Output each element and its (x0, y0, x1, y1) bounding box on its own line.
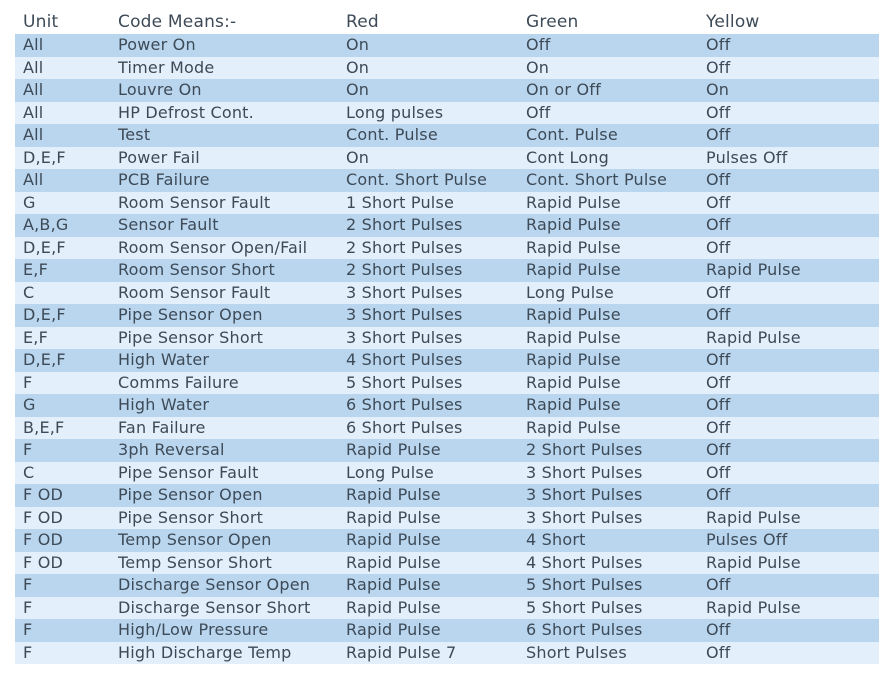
cell-red: Rapid Pulse (338, 529, 518, 552)
table-row (15, 259, 879, 282)
cell-code-means: Discharge Sensor Short (110, 597, 338, 620)
table-row (15, 529, 879, 552)
cell-unit: C (15, 282, 110, 305)
cell-code-means: Pipe Sensor Short (110, 507, 338, 530)
cell-yellow: Off (698, 484, 879, 507)
cell-red: 2 Short Pulses (338, 214, 518, 237)
cell-unit: D,E,F (15, 147, 110, 170)
cell-unit: F (15, 439, 110, 462)
cell-red: Rapid Pulse (338, 597, 518, 620)
cell-green: Rapid Pulse (518, 304, 698, 327)
cell-green: Long Pulse (518, 282, 698, 305)
table-row (15, 372, 879, 395)
table-body (15, 34, 879, 664)
cell-green: 4 Short Pulses (518, 552, 698, 575)
cell-green: Rapid Pulse (518, 237, 698, 260)
cell-yellow: Off (698, 304, 879, 327)
table-row (15, 102, 879, 125)
cell-green: Off (518, 34, 698, 57)
table-row (15, 417, 879, 440)
cell-green: 3 Short Pulses (518, 507, 698, 530)
cell-yellow: Off (698, 34, 879, 57)
cell-unit: F OD (15, 507, 110, 530)
fault-code-table (15, 10, 879, 664)
cell-unit: C (15, 462, 110, 485)
table-row (15, 484, 879, 507)
cell-code-means: Comms Failure (110, 372, 338, 395)
cell-green: 3 Short Pulses (518, 462, 698, 485)
cell-unit: B,E,F (15, 417, 110, 440)
cell-red: 3 Short Pulses (338, 282, 518, 305)
cell-code-means: High/Low Pressure (110, 619, 338, 642)
cell-unit: F (15, 574, 110, 597)
cell-code-means: Power Fail (110, 147, 338, 170)
table-row (15, 282, 879, 305)
cell-unit: A,B,G (15, 214, 110, 237)
cell-code-means: 3ph Reversal (110, 439, 338, 462)
cell-yellow: Off (698, 574, 879, 597)
cell-code-means: Test (110, 124, 338, 147)
cell-yellow: Off (698, 439, 879, 462)
cell-unit: All (15, 79, 110, 102)
cell-unit: E,F (15, 327, 110, 350)
cell-code-means: Sensor Fault (110, 214, 338, 237)
cell-green: Rapid Pulse (518, 394, 698, 417)
cell-yellow: Off (698, 237, 879, 260)
table-row (15, 619, 879, 642)
cell-yellow: Rapid Pulse (698, 327, 879, 350)
cell-green: Rapid Pulse (518, 259, 698, 282)
cell-unit: D,E,F (15, 349, 110, 372)
cell-red: 6 Short Pulses (338, 394, 518, 417)
cell-red: Long Pulse (338, 462, 518, 485)
cell-green: Cont. Short Pulse (518, 169, 698, 192)
cell-green: Rapid Pulse (518, 349, 698, 372)
cell-code-means: Louvre On (110, 79, 338, 102)
cell-red: Long pulses (338, 102, 518, 125)
cell-unit: D,E,F (15, 304, 110, 327)
header-yellow: Yellow (698, 10, 879, 34)
cell-red: 6 Short Pulses (338, 417, 518, 440)
cell-red: On (338, 34, 518, 57)
cell-yellow: Rapid Pulse (698, 507, 879, 530)
cell-unit: F OD (15, 529, 110, 552)
cell-unit: F (15, 642, 110, 665)
cell-yellow: Off (698, 372, 879, 395)
table-row (15, 574, 879, 597)
header-green: Green (518, 10, 698, 34)
header-row (15, 10, 879, 34)
cell-green: Cont Long (518, 147, 698, 170)
cell-red: Rapid Pulse 7 (338, 642, 518, 665)
table-row (15, 349, 879, 372)
cell-yellow: Pulses Off (698, 147, 879, 170)
cell-green: Cont. Pulse (518, 124, 698, 147)
cell-red: Cont. Pulse (338, 124, 518, 147)
cell-code-means: PCB Failure (110, 169, 338, 192)
cell-code-means: High Water (110, 349, 338, 372)
cell-red: Rapid Pulse (338, 552, 518, 575)
cell-green: 6 Short Pulses (518, 619, 698, 642)
cell-code-means: High Discharge Temp (110, 642, 338, 665)
header-unit: Unit (15, 10, 110, 34)
cell-yellow: Off (698, 102, 879, 125)
cell-green: On or Off (518, 79, 698, 102)
cell-yellow: Rapid Pulse (698, 597, 879, 620)
cell-green: 3 Short Pulses (518, 484, 698, 507)
table-row (15, 439, 879, 462)
cell-green: Rapid Pulse (518, 327, 698, 350)
cell-green: Rapid Pulse (518, 372, 698, 395)
header-code-means: Code Means:- (110, 10, 338, 34)
cell-unit: E,F (15, 259, 110, 282)
cell-unit: All (15, 34, 110, 57)
cell-code-means: Temp Sensor Short (110, 552, 338, 575)
table-row (15, 192, 879, 215)
cell-yellow: Off (698, 169, 879, 192)
table-header (15, 10, 879, 34)
cell-green: Short Pulses (518, 642, 698, 665)
cell-code-means: Fan Failure (110, 417, 338, 440)
cell-red: On (338, 147, 518, 170)
cell-unit: F OD (15, 552, 110, 575)
cell-green: On (518, 57, 698, 80)
table-row (15, 147, 879, 170)
cell-red: 3 Short Pulses (338, 327, 518, 350)
table-row (15, 327, 879, 350)
cell-yellow: Rapid Pulse (698, 552, 879, 575)
cell-yellow: Off (698, 192, 879, 215)
table-row (15, 57, 879, 80)
table-row (15, 169, 879, 192)
cell-red: 1 Short Pulse (338, 192, 518, 215)
cell-unit: F (15, 372, 110, 395)
cell-yellow: Pulses Off (698, 529, 879, 552)
cell-code-means: Room Sensor Fault (110, 192, 338, 215)
table-row (15, 394, 879, 417)
cell-code-means: HP Defrost Cont. (110, 102, 338, 125)
cell-yellow: Off (698, 57, 879, 80)
table-row (15, 124, 879, 147)
cell-red: 4 Short Pulses (338, 349, 518, 372)
cell-unit: F (15, 619, 110, 642)
table-row (15, 237, 879, 260)
cell-yellow: Off (698, 124, 879, 147)
cell-unit: F (15, 597, 110, 620)
cell-code-means: Pipe Sensor Fault (110, 462, 338, 485)
cell-red: On (338, 57, 518, 80)
cell-green: Rapid Pulse (518, 417, 698, 440)
cell-red: Rapid Pulse (338, 507, 518, 530)
cell-red: 2 Short Pulses (338, 259, 518, 282)
cell-yellow: Off (698, 642, 879, 665)
cell-green: 2 Short Pulses (518, 439, 698, 462)
cell-yellow: On (698, 79, 879, 102)
cell-code-means: Temp Sensor Open (110, 529, 338, 552)
cell-red: Rapid Pulse (338, 439, 518, 462)
cell-green: Rapid Pulse (518, 192, 698, 215)
table-row (15, 597, 879, 620)
table-row (15, 552, 879, 575)
cell-unit: All (15, 102, 110, 125)
cell-yellow: Off (698, 462, 879, 485)
cell-unit: All (15, 57, 110, 80)
cell-code-means: Room Sensor Fault (110, 282, 338, 305)
cell-code-means: Pipe Sensor Open (110, 484, 338, 507)
cell-yellow: Off (698, 282, 879, 305)
table-row (15, 79, 879, 102)
cell-code-means: High Water (110, 394, 338, 417)
cell-red: 2 Short Pulses (338, 237, 518, 260)
cell-code-means: Discharge Sensor Open (110, 574, 338, 597)
cell-yellow: Rapid Pulse (698, 259, 879, 282)
cell-red: On (338, 79, 518, 102)
cell-unit: All (15, 124, 110, 147)
cell-code-means: Room Sensor Short (110, 259, 338, 282)
cell-code-means: Pipe Sensor Open (110, 304, 338, 327)
cell-yellow: Off (698, 417, 879, 440)
cell-code-means: Pipe Sensor Short (110, 327, 338, 350)
table-row (15, 304, 879, 327)
cell-green: Off (518, 102, 698, 125)
cell-red: 3 Short Pulses (338, 304, 518, 327)
cell-code-means: Timer Mode (110, 57, 338, 80)
table-row (15, 214, 879, 237)
cell-code-means: Room Sensor Open/Fail (110, 237, 338, 260)
cell-unit: G (15, 394, 110, 417)
cell-unit: All (15, 169, 110, 192)
cell-red: Cont. Short Pulse (338, 169, 518, 192)
cell-green: Rapid Pulse (518, 214, 698, 237)
cell-red: 5 Short Pulses (338, 372, 518, 395)
table-row (15, 462, 879, 485)
cell-green: 4 Short (518, 529, 698, 552)
cell-yellow: Off (698, 394, 879, 417)
cell-red: Rapid Pulse (338, 484, 518, 507)
cell-green: 5 Short Pulses (518, 597, 698, 620)
table-row (15, 507, 879, 530)
table-row (15, 642, 879, 665)
cell-yellow: Off (698, 214, 879, 237)
cell-yellow: Off (698, 619, 879, 642)
cell-green: 5 Short Pulses (518, 574, 698, 597)
cell-unit: F OD (15, 484, 110, 507)
cell-unit: G (15, 192, 110, 215)
cell-code-means: Power On (110, 34, 338, 57)
header-red: Red (338, 10, 518, 34)
cell-unit: D,E,F (15, 237, 110, 260)
cell-red: Rapid Pulse (338, 574, 518, 597)
cell-yellow: Off (698, 349, 879, 372)
cell-red: Rapid Pulse (338, 619, 518, 642)
table-row (15, 34, 879, 57)
